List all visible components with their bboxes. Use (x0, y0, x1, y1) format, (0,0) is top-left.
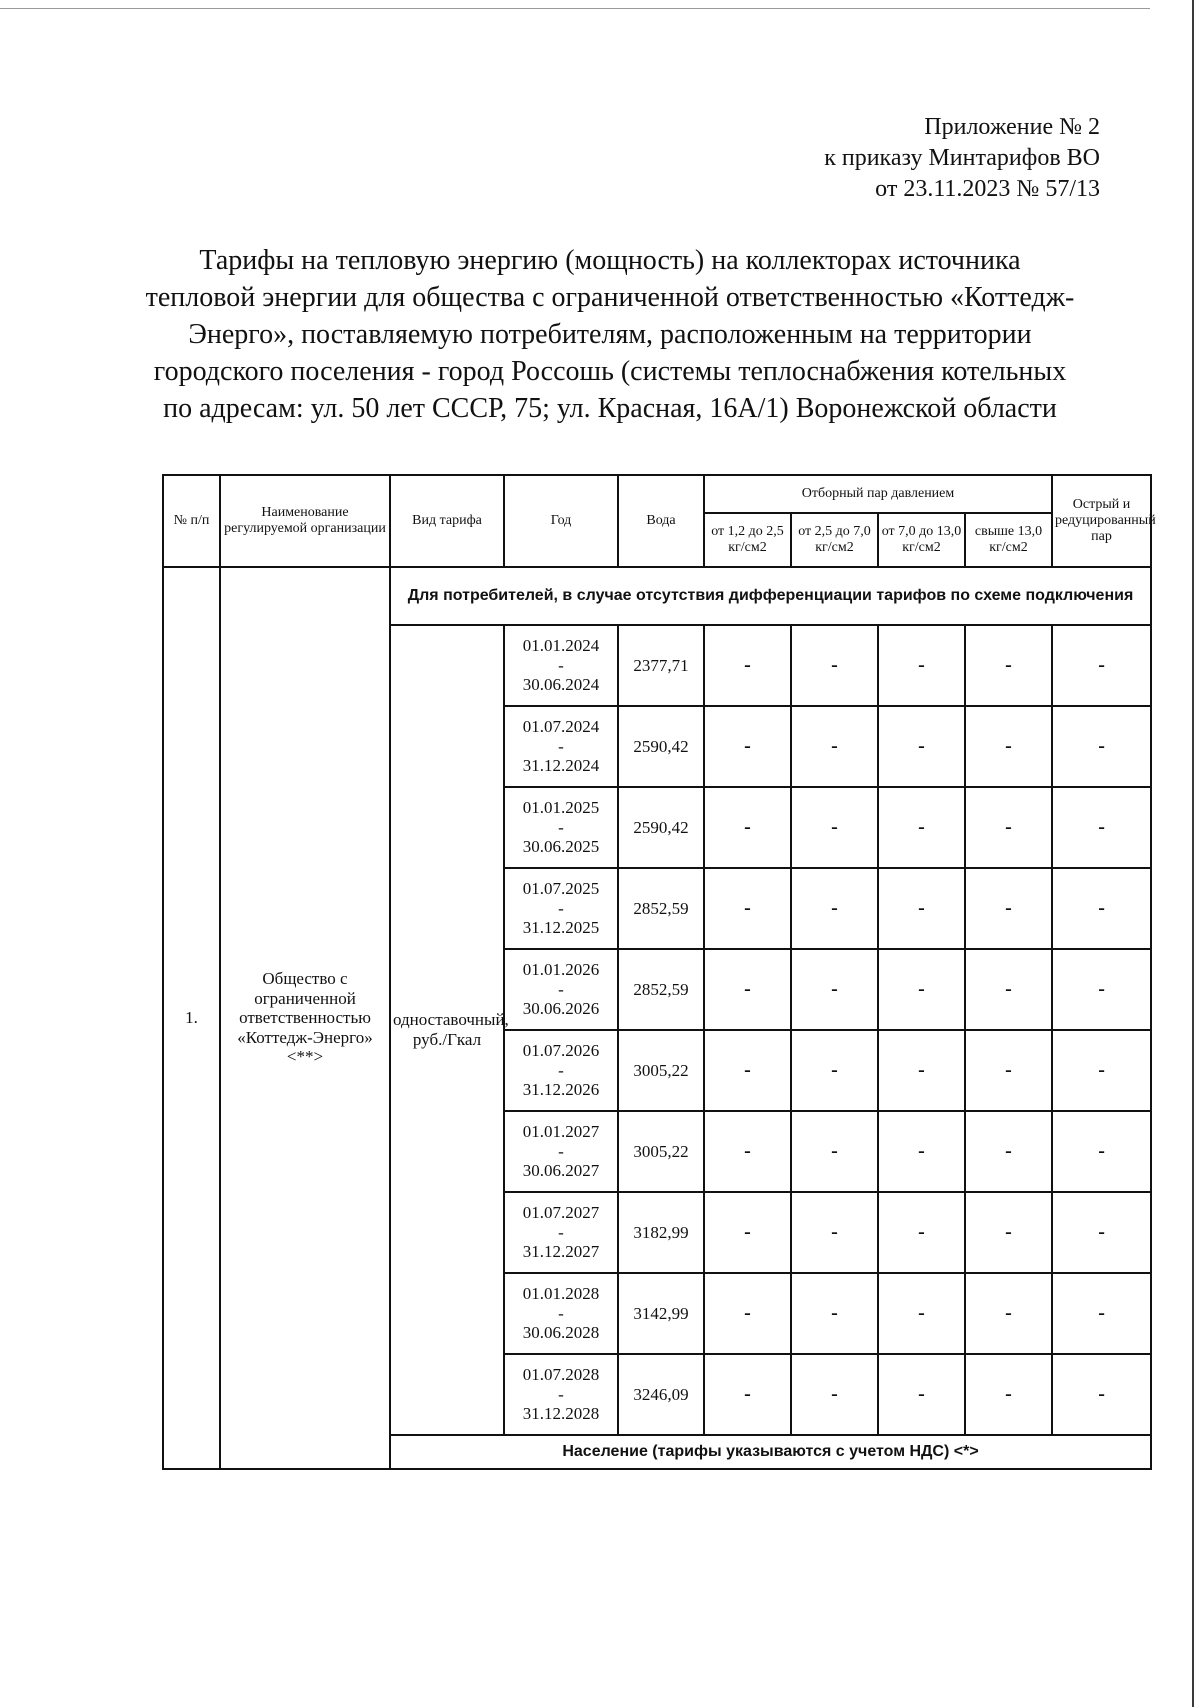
period-end: 30.06.2027 (522, 1161, 600, 1181)
period-cell (504, 1354, 618, 1435)
empty-tariff-dash: - (965, 706, 1052, 787)
document-title (120, 242, 1100, 427)
empty-tariff-dash: - (704, 1111, 791, 1192)
annex-header (824, 112, 1100, 205)
title-line-2: тепловой энергии для общества с ограниченной ответственностью «Коттедж- (145, 282, 1075, 313)
water-tariff: 2852,59 (618, 868, 704, 949)
section-row-consumers (163, 567, 1151, 625)
tariff-kind: одноставочный, руб./Гкал (390, 625, 504, 1435)
empty-tariff-dash: - (791, 706, 878, 787)
water-tariff: 2377,71 (618, 625, 704, 706)
period-cell (504, 1273, 618, 1354)
empty-tariff-dash: - (965, 787, 1052, 868)
header-org: Наименование регулируемой организации (220, 475, 390, 567)
water-tariff: 3246,09 (618, 1354, 704, 1435)
empty-tariff-dash: - (1052, 706, 1151, 787)
empty-tariff-dash: - (878, 625, 965, 706)
empty-tariff-dash: - (791, 1192, 878, 1273)
period-start: 01.01.2027 (522, 1122, 600, 1142)
tariff-table (162, 474, 1156, 1470)
period-start: 01.01.2024 (522, 636, 600, 656)
annex-line-2: к приказу Минтарифов ВО (824, 145, 1100, 171)
period-start: 01.07.2025 (522, 879, 600, 899)
period-start: 01.07.2024 (522, 717, 600, 737)
period-cell (504, 706, 618, 787)
empty-tariff-dash: - (1052, 868, 1151, 949)
water-tariff: 3182,99 (618, 1192, 704, 1273)
period-end: 30.06.2026 (522, 999, 600, 1019)
empty-tariff-dash: - (791, 1111, 878, 1192)
empty-tariff-dash: - (791, 1030, 878, 1111)
empty-tariff-dash: - (878, 1192, 965, 1273)
empty-tariff-dash: - (1052, 1273, 1151, 1354)
period-end: 30.06.2028 (522, 1323, 600, 1343)
period-end: 31.12.2027 (522, 1242, 600, 1262)
empty-tariff-dash: - (878, 949, 965, 1030)
empty-tariff-dash: - (704, 787, 791, 868)
period-separator: - (558, 1222, 564, 1242)
section-population: Население (тарифы указываются с учетом НДС) <*> (390, 1435, 1151, 1469)
empty-tariff-dash: - (878, 868, 965, 949)
empty-tariff-dash: - (965, 868, 1052, 949)
row-number: 1. (163, 567, 220, 1469)
empty-tariff-dash: - (704, 1192, 791, 1273)
empty-tariff-dash: - (704, 1030, 791, 1111)
organization-name: Общество с ограниченной ответственностью «Коттедж-Энерго» <**> (220, 567, 390, 1469)
empty-tariff-dash: - (965, 625, 1052, 706)
water-tariff: 2590,42 (618, 787, 704, 868)
empty-tariff-dash: - (965, 1111, 1052, 1192)
period-cell (504, 625, 618, 706)
period-separator: - (558, 898, 564, 918)
period-start: 01.01.2025 (522, 798, 600, 818)
period-separator: - (558, 817, 564, 837)
empty-tariff-dash: - (965, 949, 1052, 1030)
water-tariff: 3142,99 (618, 1273, 704, 1354)
empty-tariff-dash: - (791, 1273, 878, 1354)
period-start: 01.07.2027 (522, 1203, 600, 1223)
empty-tariff-dash: - (1052, 1192, 1151, 1273)
empty-tariff-dash: - (1052, 1030, 1151, 1111)
empty-tariff-dash: - (704, 625, 791, 706)
empty-tariff-dash: - (791, 787, 878, 868)
annex-line-3: от 23.11.2023 № 57/13 (875, 176, 1100, 202)
empty-tariff-dash: - (965, 1273, 1052, 1354)
title-line-4: городского поселения - город Россошь (системы теплоснабжения котельных (153, 356, 1067, 387)
header-steam-group: Отборный пар давлением (704, 475, 1052, 513)
title-line-1: Тарифы на тепловую энергию (мощность) на коллекторах источника (199, 245, 1021, 276)
empty-tariff-dash: - (878, 1273, 965, 1354)
title-line-3: Энерго», поставляемую потребителям, расположенным на территории (188, 319, 1032, 350)
empty-tariff-dash: - (965, 1030, 1052, 1111)
empty-tariff-dash: - (791, 1354, 878, 1435)
header-steam-1: от 1,2 до 2,5 кг/см2 (704, 513, 791, 567)
period-separator: - (558, 1141, 564, 1161)
empty-tariff-dash: - (791, 949, 878, 1030)
header-row-1 (163, 475, 1151, 513)
empty-tariff-dash: - (704, 1354, 791, 1435)
empty-tariff-dash: - (704, 949, 791, 1030)
empty-tariff-dash: - (965, 1192, 1052, 1273)
empty-tariff-dash: - (791, 625, 878, 706)
empty-tariff-dash: - (878, 1030, 965, 1111)
empty-tariff-dash: - (704, 706, 791, 787)
period-separator: - (558, 1303, 564, 1323)
scan-right-edge (1192, 0, 1194, 1707)
period-separator: - (558, 1384, 564, 1404)
period-end: 31.12.2025 (522, 918, 600, 938)
period-end: 31.12.2026 (522, 1080, 600, 1100)
water-tariff: 2852,59 (618, 949, 704, 1030)
period-cell (504, 1192, 618, 1273)
header-kind: Вид тарифа (390, 475, 504, 567)
period-separator: - (558, 1060, 564, 1080)
period-end: 31.12.2028 (522, 1404, 600, 1424)
period-separator: - (558, 655, 564, 675)
period-cell (504, 949, 618, 1030)
empty-tariff-dash: - (878, 787, 965, 868)
empty-tariff-dash: - (704, 1273, 791, 1354)
period-start: 01.07.2026 (522, 1041, 600, 1061)
header-sharp-steam: Острый и редуцированный пар (1052, 475, 1151, 567)
period-start: 01.01.2026 (522, 960, 600, 980)
header-year: Год (504, 475, 618, 567)
empty-tariff-dash: - (791, 868, 878, 949)
period-cell (504, 1030, 618, 1111)
period-cell (504, 1111, 618, 1192)
empty-tariff-dash: - (704, 868, 791, 949)
empty-tariff-dash: - (1052, 625, 1151, 706)
empty-tariff-dash: - (1052, 949, 1151, 1030)
empty-tariff-dash: - (878, 1111, 965, 1192)
period-end: 30.06.2025 (522, 837, 600, 857)
header-steam-2: от 2,5 до 7,0 кг/см2 (791, 513, 878, 567)
water-tariff: 3005,22 (618, 1030, 704, 1111)
empty-tariff-dash: - (1052, 787, 1151, 868)
period-separator: - (558, 979, 564, 999)
annex-line-1: Приложение № 2 (924, 114, 1100, 140)
header-num: № п/п (163, 475, 220, 567)
empty-tariff-dash: - (965, 1354, 1052, 1435)
header-water: Вода (618, 475, 704, 567)
water-tariff: 3005,22 (618, 1111, 704, 1192)
period-end: 31.12.2024 (522, 756, 600, 776)
header-steam-3: от 7,0 до 13,0 кг/см2 (878, 513, 965, 567)
empty-tariff-dash: - (878, 1354, 965, 1435)
period-start: 01.07.2028 (522, 1365, 600, 1385)
period-end: 30.06.2024 (522, 675, 600, 695)
empty-tariff-dash: - (1052, 1354, 1151, 1435)
empty-tariff-dash: - (1052, 1111, 1151, 1192)
period-separator: - (558, 736, 564, 756)
header-steam-4: свыше 13,0 кг/см2 (965, 513, 1052, 567)
empty-tariff-dash: - (878, 706, 965, 787)
period-start: 01.01.2028 (522, 1284, 600, 1304)
section-consumers: Для потребителей, в случае отсутствия дифференциации тарифов по схеме подключения (390, 567, 1151, 625)
scan-top-edge (0, 8, 1150, 9)
water-tariff: 2590,42 (618, 706, 704, 787)
period-cell (504, 868, 618, 949)
title-line-5: по адресам: ул. 50 лет СССР, 75; ул. Красная, 16А/1) Воронежской области (163, 393, 1057, 424)
period-cell (504, 787, 618, 868)
